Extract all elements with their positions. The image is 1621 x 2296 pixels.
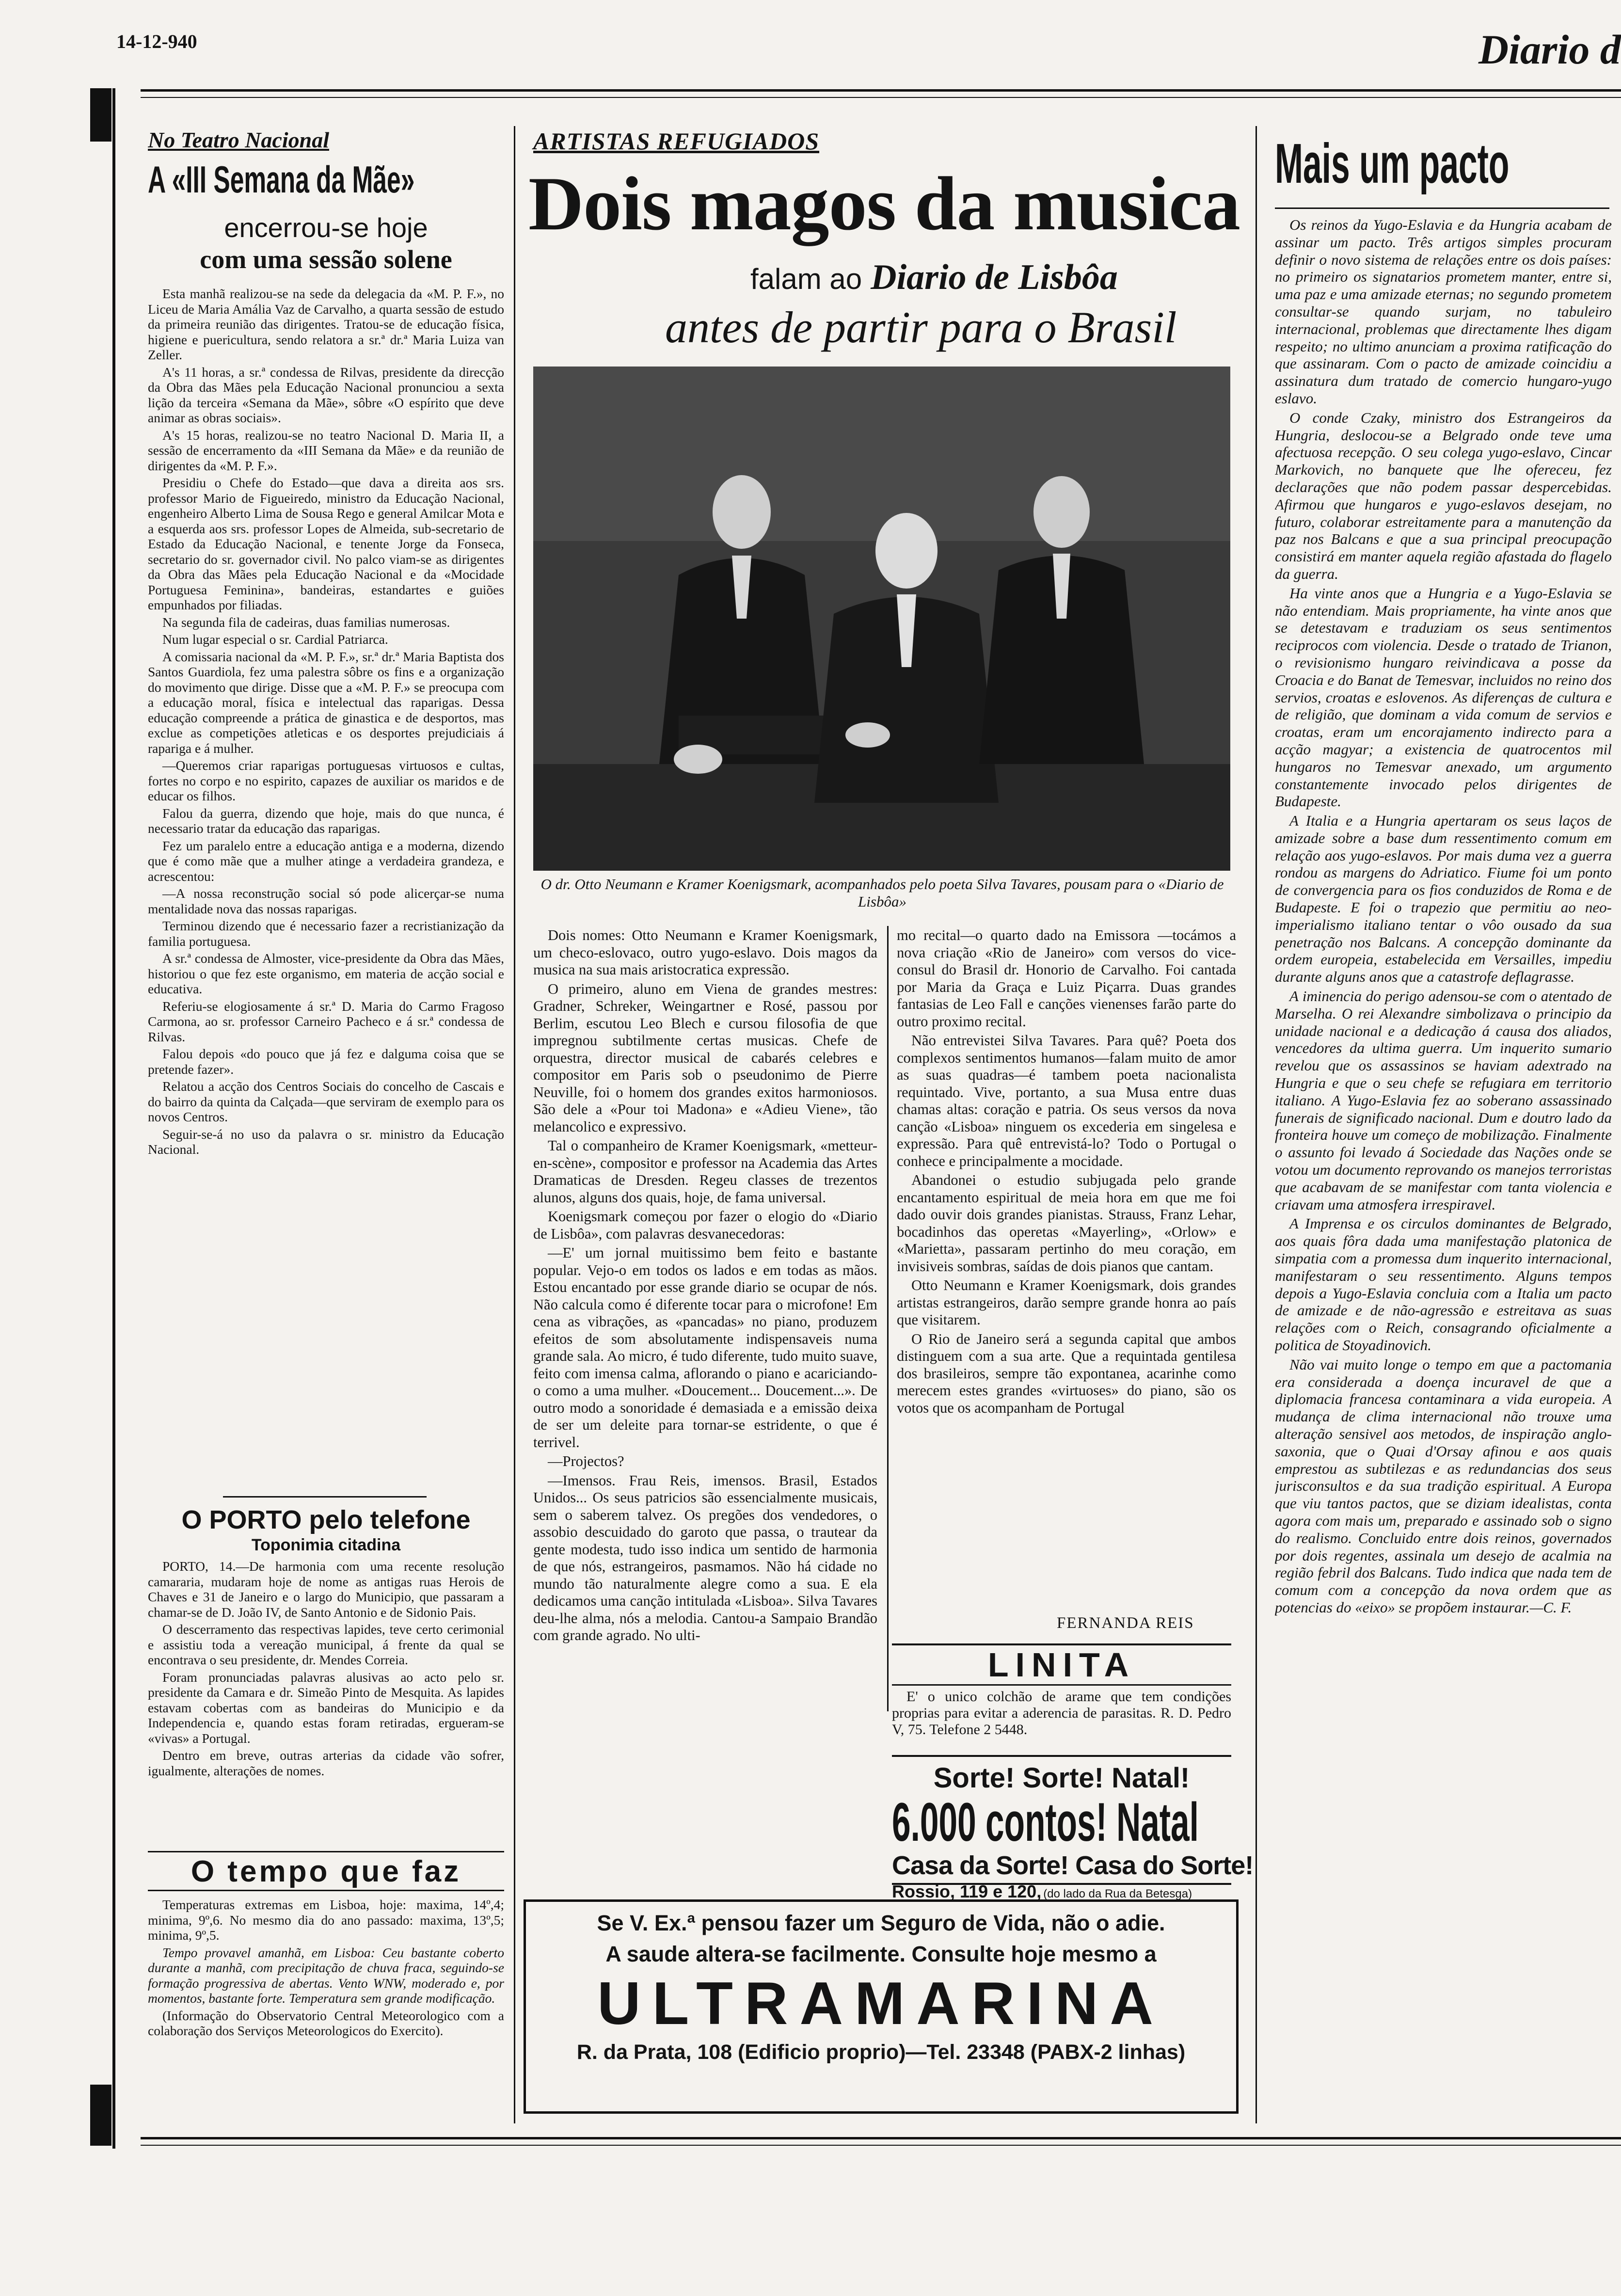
masthead: Diario d — [1478, 26, 1621, 73]
left-paragraph: Relatou a acção dos Centros Sociais do concelho de Cascais e do bairro da quinta da Calçada—que serviram de exemplo para os novos Centros. — [148, 1079, 504, 1124]
linita-rule — [892, 1684, 1231, 1686]
left-subhead-2: com uma sessão solene — [200, 245, 452, 274]
center-paragraph: Otto Neumann e Kramer Koenigsmark, dois grandes artistas estrangeiros, darão sempre grande honra ao país que visitarem. — [897, 1277, 1236, 1328]
header-rule-thin — [141, 97, 1621, 98]
center-headline: Dois magos da musica — [528, 161, 1240, 246]
tempo-source: (Informação do Observatorio Central Meteorologico com a colaboração dos Serviços Meteorologicos do Exercito). — [148, 2008, 504, 2038]
porto-headline: O PORTO pelo telefone — [181, 1505, 471, 1534]
left-paragraph: A comissaria nacional da «M. P. F.», sr.ª dr.ª Maria Baptista dos Santos Guardiola, fez uma palestra sôbre os fins e a organização do movimento que dirige. Disse que a «M. P. F.» se preocupa com a educação moral, física e intelectual das raparigas. Dessa educação compreende a prática de ginastica e de desportos, mas exclue as competições atleticas e os desportes prejudiciais á rapariga e á mulher. — [148, 649, 504, 756]
linita-ad — [892, 1643, 1231, 1742]
tempo-headline: O tempo que faz — [191, 1855, 461, 1888]
tempo-forecast: Tempo provavel amanhã, em Lisboa: Ceu bastante coberto durante a manhã, com precipitação de chuva fraca, seguindo-se formação progressiva de abertas. Vento WNW, moderado e, por momentos, bastante forte. Temperatura sem grande modificação. — [148, 1945, 504, 2006]
ultramarina-ad — [524, 1899, 1239, 2114]
center-paragraph: Não entrevistei Silva Tavares. Para quê? Poeta dos complexos sentimentos humanos—falam muito de amor as suas quadras—é tambem poeta nacionalista requintado. Vive, portanto, a sua Musa entre duas chamas altas: coração e patria. Os seus versos da nova canção «Lisboa» ninguem os excederia em singelesa e expressão. Para quê entrevistá-lo? Todo o Portugal o conhece e principalmente a mocidade. — [897, 1032, 1236, 1169]
center-paragraph: Abandonei o estudio subjugada pelo grande encantamento espiritual de meia hora em que me foi dado ouvir dois grandes pianistas. Strauss, Franz Lehar, bocadinhos das operetas «Mayerling», «Orlow» e «Marietta», passaram pertinho do meu coração, em invisiveis sombras, saídas de dois pianos que cantam. — [897, 1172, 1236, 1275]
right-paragraph: Não vai muito longe o tempo em que a pactomania era considerada a doença incuravel de que a diplomacia francesa contaminara a vida europeia. A mudança de clima internacional não trouxe uma alteração sensivel aos metodos, de inspiração anglo-saxonia, que o Quai d'Orsay afinou e aos quais emprestou as subtilezas e as redundancias dos seus jurisconsultos e da sua tradição espiritual. A Europa que viu tantos pactos, que se diziam idealistas, conta agora com mais um, preparado e assinado sob o signo do realismo. Concluido entre dois reinos, governados por dois regentes, assinala um desejo de acalmia na região febril dos Balcans. Tudo indica que nada tem de comum com a concepção da nova ordem que as potencias do «eixo» se propõem instaurar.—C. F. — [1275, 1355, 1612, 1616]
right-paragraph: A iminencia do perigo adensou-se com o atentado de Marselha. O rei Alexandre simbolizava o principio da unidade nacional e a dedicação á causa dos aliados, vencedores da ultima guerra. Um inquerito sumario revelou que os assassinos se haviam adextrado na Hungria e que o seu chefe se refugiara em territorio italiano. A Yugo-Eslavia fez ao soberano assassinado funerais de significado nacional. Dum e doutro lado da fronteira houve um começo de mobilização. Finalmente o assunto foi levado á Sociedade das Nações onde se votou um documento reprovando os manejos terroristas que acabavam de se manifestar com tanta violencia e criavam uma atmosfera irrespiravel. — [1275, 988, 1612, 1213]
center-paragraph: O primeiro, aluno em Viena de grandes mestres: Gradner, Schreker, Weingartner e Rosé, passou por Berlim, escutou Leo Blech e cursou filosofia de que impregnou subtilmente certas musicas. Chefe de orquestra, director musical de cabarés celebres e compositor em Paris sob o pseudonimo de Pierre Neuville, foi o homem dos grandes exitos harmoniosos. São dele a «Pour toi Madona» e «Adieu Viene», tão melancolico e expressivo. — [533, 980, 877, 1135]
tempo-paragraph: Temperaturas extremas em Lisboa, hoje: maxima, 14º,4; minima, 9º,6. No mesmo dia do ano passado: maxima, 13º,5; minima, 9º,5. — [148, 1897, 504, 1943]
tempo-rule-bottom — [148, 1890, 504, 1891]
left-paragraph: Esta manhã realizou-se na sede da delegacia da «M. P. F.», no Liceu de Maria Amália Vaz de Carvalho, a quarta sessão de estudo da primeira reunião das dirigentes. Tratou-se de educação física, higiene e puericultura, sendo relatora a sr.ª dr.ª Maria Luiza van Zeller. — [148, 286, 504, 362]
ultramarina-line-2: A saude altera-se facilmente. Consulte hoje mesmo a — [605, 1942, 1157, 1966]
header-rule — [141, 89, 1621, 92]
center-paragraph: Koenigsmark começou por fazer o elogio do «Diario de Lisbôa», com palavras desvanecedoras: — [533, 1208, 877, 1242]
left-paragraph: —Queremos criar raparigas portuguesas virtuosos e cultas, fortes no corpo e no espirito, capazes de auxiliar os maridos e de educar os filhos. — [148, 758, 504, 803]
center-col-1 — [533, 927, 877, 1722]
page-date: 14-12-940 — [116, 31, 197, 52]
linita-title: LINITA — [987, 1646, 1136, 1684]
ultramarina-brand: ULTRAMARINA — [597, 1970, 1165, 2037]
center-paragraph: mo recital—o quarto dado na Emissora —tocámos a nova criação «Rio de Janeiro» com versos do vice-consul do Brasil dr. Honorio de Carvalho. Foi cantada por Maria da Graça e Luiz Piçarra. Duas grandes fantasias de Leo Fall e canções vienenses farão parte do outro proximo recital. — [897, 927, 1236, 1030]
sorte-line-3: Casa da Sorte! Casa do Sorte! — [892, 1851, 1254, 1880]
porto-body — [148, 1559, 504, 1778]
porto-paragraph: Dentro em breve, outras arterias da cidade vão sofrer, igualmente, alterações de nomes. — [148, 1748, 504, 1778]
photo-musicians — [533, 367, 1230, 871]
left-divider — [223, 1496, 427, 1498]
left-paragraph: A's 11 horas, a sr.ª condessa de Rilvas, presidente da direcção da Obra das Mães pela Educação Nacional pronunciou a sexta lição da terceira «Semana da Mãe», sôbre «O espírito que deve animar as obras sociais». — [148, 364, 504, 425]
right-paragraph: O conde Czaky, ministro dos Estrangeiros da Hungria, deslocou-se a Belgrado onde teve uma afectuosa recepção. O seu colega yugo-eslavo, Cincar Markovich, no banquete que lhe ofereceu, fez declarações que não podem passar despercebidas. Afirmou que hungaros e yugo-eslavos desejam, no futuro, colaborar estreitamente para a manutenção da paz nos Balcans e que a sua principal preocupação consistirá em manter aquela região afastada do flagelo da guerra. — [1275, 409, 1612, 582]
photo-wall — [533, 367, 1230, 541]
left-headline: A «III Semana da Mãe» — [148, 158, 415, 201]
right-paragraph: Os reinos da Yugo-Eslavia e da Hungria acabam de assinar um pacto. Três artigos simples procuram definir o novo sistema de relações entre os dois países: no primeiro os signatarios prometem manter, entre si, uma paz e uma amizade eternas; no segundo prometem consultar-se quando surjam, no tabuleiro internacional, problemas que directamente lhes digam respeito; no ultimo anunciam a proxima ratificação do que assinaram. Com o pacto de amizade coincidiu a assinatura dum tratado de comercio hungaro-yugo eslavo. — [1275, 216, 1612, 407]
center-subhead — [750, 257, 1118, 298]
left-article — [148, 127, 504, 1397]
right-paragraph: Ha vinte anos que a Hungria e a Yugo-Eslavia se não entendiam. Mais propriamente, ha vinte anos que se detestavam e traduziam os seus sentimentos reciprocos com violencia. Desde o tratado de Trianon, o revisionismo hungaro reivindicava a posse da Croacia e do Banat de Temesvar, incluidos no reino dos servios, croatas e eslovenos. As diferenças de cultura e de religião, que dominam a vida comum de servios e croatas, eram um encorajamento indirecto para a acção magyar; a existencia de quatrocentos mil hungaros no Temesvar anexado, um argumento constantemente invocado pelos dirigentes de Budapeste. — [1275, 584, 1612, 810]
center-paragraph: Dois nomes: Otto Neumann e Kramer Koenigsmark, um checo-eslovaco, outro yugo-eslavo. Dois magos da musica na sua mais aristocratica expressão. — [533, 927, 877, 978]
right-headline-rule — [1275, 207, 1609, 209]
center-paragraph: —Imensos. Frau Reis, imensos. Brasil, Estados Unidos... Os seus patricios são essencialmente musicais, sem o saberem talvez. Os pregões dos vendedores, o assobio descuidado do garoto que passa, o trautear da gente modesta, tudo isso indica um sentido de harmonia de que nós, estrangeiros, pasmamos. Não há cidade no mundo tão naturalmente alegre como a sua. E ela dedicamos uma canção intitulada «Lisboa». Silva Tavares deu-lhe alma, nós a melodia. Cantou-a Sampaio Brandão com grande agrado. No ulti- — [533, 1472, 877, 1643]
musicians-illustration — [533, 367, 1230, 871]
porto-paragraph: PORTO, 14.—De harmonia com uma recente resolução camararia, mudaram hoje de nome as antigas ruas Herois de Chaves e 31 de Janeiro e o largo do Municipio, que passaram a chamar-se de D. João IV, de Santo Antonio e de Sidonio Pais. — [148, 1559, 504, 1620]
ultramarina-line-1: Se V. Ex.ª pensou fazer um Seguro de Vida, não o adie. — [597, 1911, 1165, 1935]
porto-article — [148, 1505, 504, 1834]
left-paragraph: Presidiu o Chefe do Estado—que dava a direita aos srs. professor Mario de Figueiredo, ministro da Educação Nacional, engenheiro Alberto Lima de Sousa Rego e general Amilcar Mota e a esquerda aos srs. professor Lopes de Almeida, sub-secretario de Estado da Educação Nacional, e tenente Jorge da Fonseca, secretario do sr. governador civil. No palco viam-se as dirigentes da Obra das Mães pela Educação Nacional e da «Mocidade Portuguesa Feminina», bandeiras, estandartes e guiões empunhados por filiadas. — [148, 475, 504, 612]
left-paragraph: —A nossa reconstrução social só pode alicerçar-se numa mentalidade nova das nossas raparigas. — [148, 886, 504, 916]
left-paragraph: Num lugar especial o sr. Cardial Patriarca. — [162, 632, 388, 647]
left-paragraph: Falou da guerra, dizendo que hoje, mais do que nunca, é necessario tratar da educação das raparigas. — [148, 805, 504, 836]
sorte-address-note: (do lado da Rua da Betesga) — [1043, 1887, 1192, 1900]
byline: FERNANDA REIS — [1057, 1614, 1194, 1632]
center-col-2 — [897, 927, 1236, 1606]
margin-block-top — [90, 88, 111, 142]
left-body — [148, 286, 504, 1157]
footer-rule-thin — [141, 2145, 1621, 2146]
col-separator-2 — [1255, 126, 1257, 2123]
center-subhead-brand: Diario de Lisbôa — [871, 257, 1118, 297]
left-paragraph: Falou depois «do pouco que já fez e dalguma coisa que se pretende fazer». — [148, 1046, 504, 1077]
center-paragraph: Tal o companheiro de Kramer Koenigsmark, «metteur-en-scène», compositor e professor na Academia das Artes Dramaticas de Dresden. Regeu classes de trezentos alunos, alguns dos quais, hoje, de fama universal. — [533, 1137, 877, 1206]
left-kicker: No Teatro Nacional — [148, 128, 329, 152]
ultramarina-address: R. da Prata, 108 (Edificio proprio)—Tel. 23348 (PABX-2 linhas) — [576, 2041, 1186, 2064]
col-separator-3 — [887, 926, 889, 1711]
margin-block-bottom — [90, 2085, 111, 2146]
sorte-line-2: 6.000 contos! Natal — [892, 1792, 1199, 1852]
right-paragraph: A Italia e a Hungria apertaram os seus laços de amizade sobre a base dum ressentimento comum em relação aos yugo-eslavos. Por mais duma vez a guerra rondou as margens do Adriatico. Fiume foi um ponto de convergencia para os fios conduzidos de Roma e de Budapeste. E foi o trapezio que permitiu ao neo-imperialismo italiano tentar o vôo ousado da sua penetração nos Balcans. A concepção dominante da ordem europeia, estabelecida em Versailles, impediu durante alguns anos que a catastrofe deflagrasse. — [1275, 812, 1612, 986]
center-kicker: ARTISTAS REFUGIADOS — [533, 128, 820, 155]
center-subhead-prefix: falam ao — [750, 263, 862, 295]
tempo-rule-top — [148, 1851, 504, 1852]
sorte-address — [892, 1881, 1231, 1902]
tempo-body — [148, 1897, 504, 2039]
center-paragraph: —Projectos? — [548, 1453, 624, 1469]
left-paragraph: A's 15 horas, realizou-se no teatro Nacional D. Maria II, a sessão de encerramento da «III Semana da Mãe» e da reunião de dirigentes da «M. P. F.». — [148, 427, 504, 473]
col-separator-1 — [514, 126, 515, 2123]
left-paragraph: Seguir-se-á no uso da palavra o sr. ministro da Educação Nacional. — [148, 1126, 504, 1157]
porto-subhead: Toponimia citadina — [251, 1536, 401, 1554]
right-headline: Mais um pacto — [1275, 132, 1510, 195]
left-paragraph: Na segunda fila de cadeiras, duas familias numerosas. — [162, 614, 450, 630]
left-paragraph: A sr.ª condessa de Almoster, vice-presidente da Obra das Mães, historiou o que fez este organismo, em materia de acção social e educativa. — [148, 951, 504, 996]
center-paragraph: —E' um jornal muitissimo bem feito e bastante popular. Vejo-o em todos os lados e em todas as mãos. Estou encantado por esse grande diario se ocupar de nós. Não calcula como é diferente tocar para o microfone! Em cena as vibrações, as «pancadas» no piano, produzem efeitos de som absolutamente indispensaveis numa grande sala. Ao micro, é tudo diferente, tudo muito suave, feito com imensa calma, aflorando o piano e acariciando-o como a uma mulher. «Doucement... Doucement...». De outro modo a sonoridade é demasiada e a emissão deixa de ser um deleite para tornar-se estridente, o que é terrivel. — [533, 1244, 877, 1451]
porto-paragraph: Foram pronunciadas palavras alusivas ao acto pelo sr. presidente da Camara e dr. Simeão Pinto de Mesquita. As lapides estavam cobertas com as bandeiras do Municipio e da Independencia e, quando estas foram retiradas, ergueram-se «vivas» a Portugal. — [148, 1669, 504, 1746]
margin-line — [112, 88, 115, 2149]
sorte-address-main: Rossio, 119 e 120, — [892, 1881, 1042, 1901]
left-paragraph: Terminou dizendo que é necessario fazer a recristianização da familia portuguesa. — [148, 918, 504, 949]
left-subhead-1: encerrou-se hoje — [224, 212, 428, 243]
center-subhead-2: antes de partir para o Brasil — [665, 303, 1177, 352]
photo-caption: O dr. Otto Neumann e Kramer Koenigsmark, acompanhados pelo poeta Silva Tavares, pousam para o «Diario de Lisbôa» — [540, 876, 1224, 910]
porto-paragraph: O descerramento das respectivas lapides, teve certo cerimonial e assistiu toda a vereação municipal, á frente da qual se encontrava o seu presidente, dr. Mendes Correia. — [148, 1622, 504, 1667]
right-paragraph: A Imprensa e os circulos dominantes de Belgrado, aos quais fôra dada uma manifestação platonica de simpatia com a promessa dum inquerito internacional, manifestaram o seu ressentimento. Alguns tempos depois a Yugo-Eslavia concluia com a Italia um pacto de amizade e de não-agressão e estreitava as suas relações com o Reich, consagrando oficialmente a politica de Stoyadinovich. — [1275, 1215, 1612, 1354]
sorte-line-1: Sorte! Sorte! Natal! — [933, 1762, 1190, 1794]
sorte-ad — [892, 1755, 1254, 1901]
left-paragraph: Referiu-se elogiosamente á sr.ª D. Maria do Carmo Fragoso Carmona, ao sr. professor Carneiro Pacheco e á sr.ª condessa de Rilvas. — [148, 998, 504, 1044]
left-paragraph: Fez um paralelo entre a educação antiga e a moderna, dizendo que é como mãe que a mulher atinge a verdadeira grandeza, e acrescentou: — [148, 838, 504, 884]
footer-rule — [141, 2137, 1621, 2139]
right-article — [1275, 216, 1612, 2136]
linita-text: E' o unico colchão de arame que tem condições proprias para evitar a aderencia de parasitas. R. D. Pedro V, 75. Telefone 2 5448. — [892, 1689, 1231, 1738]
tempo-article — [148, 1855, 504, 2107]
center-paragraph: O Rio de Janeiro será a segunda capital que ambos distinguem com a sua arte. Que a requintada gentilesa dos brasileiros, sempre tão expontanea, acarinhe como merecem estes grandes «virtuoses» do piano, são os votos que os acompanham de Portugal — [897, 1330, 1236, 1416]
